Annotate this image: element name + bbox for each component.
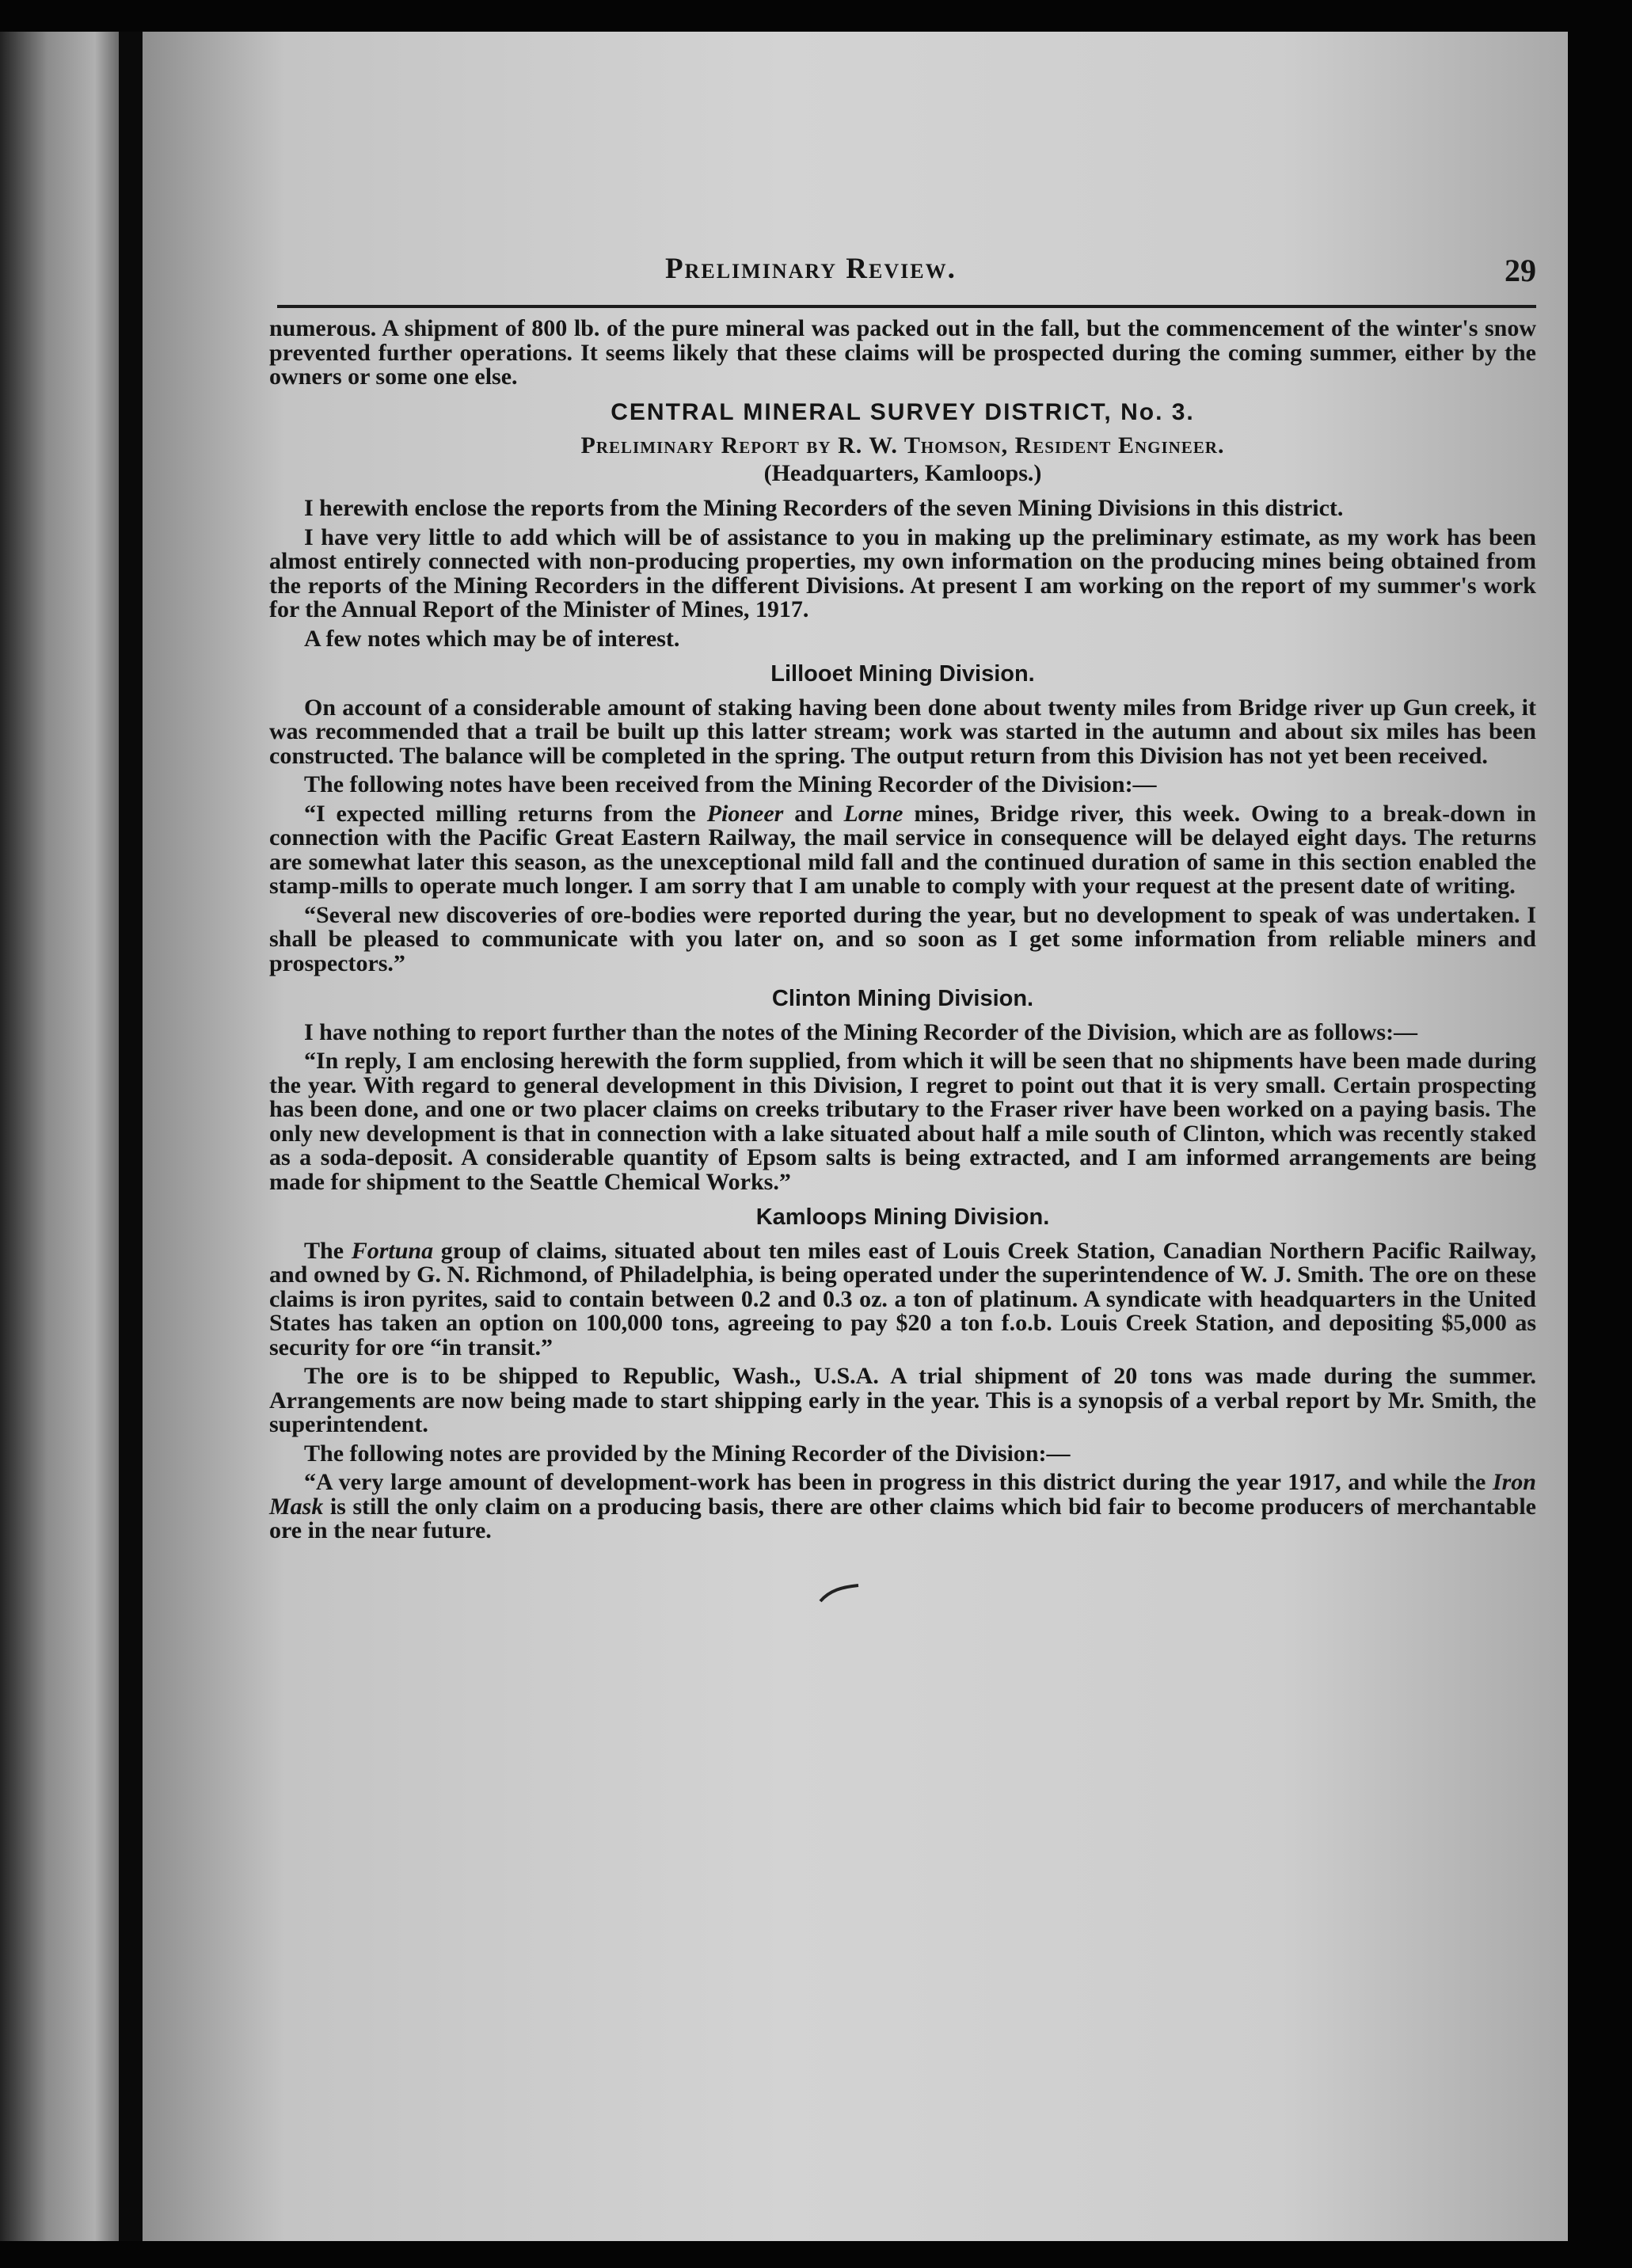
pen-mark: [816, 1582, 863, 1604]
headquarters-note: (Headquarters, Kamloops.): [763, 459, 1042, 486]
mine-name: Pioneer: [706, 800, 784, 827]
text-run: mines, Bridge river, this week. Owing to a break-down in connection with the Pacific Great Eastern Railway, the mail service in consequence will be delayed eight days. The returns are somewhat later this season, as the unexceptional mild fall and the continued duration of same in this section enabled the stamp-mills to operate much longer. I am sorry that I am unable to comply with your request at the present date of writing.: [269, 800, 1536, 899]
paragraph: A few notes which may be of interest.: [304, 625, 680, 652]
paragraph: The following notes are provided by the Mining Recorder of the Division:—: [304, 1440, 1071, 1467]
paragraph: The following notes have been received from the Mining Recorder of the Division:—: [304, 771, 1157, 797]
quoted-paragraph: [269, 1471, 1536, 1543]
claim-name: Iron Mask: [269, 1469, 1536, 1520]
text-run: group of claims, situated about ten miles east of Louis Creek Station, Canadian Northern Pacific Railway, and owned by G. N. Richmond, of Philadelphia, is being operated under the superintendence of W. J. Smith. The ore on these claims is iron pyrites, said to contain between 0.2 and 0.3 oz. a ton of platinum. A syndicate with headquarters in the United States has taken an option on 100,000 tons, agreeing to pay $20 a ton f.o.b. Louis Creek Station, and depositing $5,000 as security for ore “in transit.”: [269, 1237, 1537, 1360]
running-head: Preliminary Review.: [665, 253, 957, 285]
book-gutter: [119, 32, 143, 2241]
text-run: “I expected milling returns from the: [304, 800, 707, 827]
paragraph: On account of a considerable amount of staking having been done about twenty miles from Bridge river up Gun creek, it was recommended that a trail be built up this latter stream; work was started in the autumn and about six miles has been constructed. The balance will be completed in the spring. The output return from this Division has not yet been received.: [269, 694, 1536, 769]
section-heading: CENTRAL MINERAL SURVEY DISTRICT, No. 3.: [611, 398, 1195, 425]
paragraph: I have very little to add which will be of assistance to you in making up the preliminary estimate, as my work has been almost entirely connected with non-producing properties, my own information on the producing mines being obtained from the reports of the Mining Recorders in the different Divisions. At present I am working on the report of my summer's work for the Annual Report of the Minister of Mines, 1917.: [269, 523, 1536, 622]
paragraph: numerous. A shipment of 800 lb. of the pure mineral was packed out in the fall, but the commencement of the winter's snow prevented further operations. It seems likely that these claims will be prospected during the coming summer, either by the owners or some one else.: [269, 315, 1536, 390]
text-run: and: [783, 800, 844, 827]
subsection-heading: Clinton Mining Division.: [771, 986, 1034, 1011]
page-header: [665, 252, 1536, 299]
page-number: 29: [1505, 253, 1536, 288]
paragraph: The ore is to be shipped to Republic, Wash., U.S.A. A trial shipment of 20 tons was made during the summer. Arrangements are now being made to start shipping early in the year. This is a synopsis of a verbal report by Mr. Smith, the superintendent.: [269, 1363, 1536, 1437]
quoted-paragraph: [269, 802, 1536, 899]
text-run: The: [304, 1237, 352, 1264]
claim-name: Fortuna: [351, 1237, 434, 1264]
byline: Preliminary Report by R. W. Thomson, Resident Engineer.: [580, 432, 1225, 459]
text-run: “A very large amount of development-work has been in progress in this district during the year 1917, and while the: [304, 1469, 1493, 1495]
paragraph: [269, 1239, 1536, 1360]
paragraph: I herewith enclose the reports from the Mining Recorders of the seven Mining Divisions in this district.: [304, 495, 1344, 521]
document-page: [143, 32, 1568, 2241]
quoted-paragraph: “In reply, I am enclosing herewith the form supplied, from which it will be seen that no shipments have been made during the year. With regard to general development in this Division, I regret to point out that it is very small. Certain prospecting has been done, and one or two placer claims on creeks tributary to the Fraser river have been worked on a paying basis. The only new development is that in connection with a lake situated about half a mile south of Clinton, which was recently staked as a soda-deposit. A considerable quantity of Epsom salts is being extracted, and I am informed arrangements are being made for shipment to the Seattle Chemical Works.”: [269, 1048, 1536, 1195]
text-run: is still the only claim on a producing basis, there are other claims which bid fair to become producers of merchantable ore in the near future.: [269, 1493, 1536, 1543]
mine-name: Lorne: [843, 800, 903, 827]
subsection-heading: Kamloops Mining Division.: [755, 1204, 1050, 1230]
page-body: [269, 317, 1536, 1548]
subsection-heading: Lillooet Mining Division.: [770, 661, 1035, 687]
quoted-paragraph: “Several new discoveries of ore-bodies were reported during the year, but no development to speak of was undertaken. I shall be pleased to communicate with you later on, and so soon as I get some information from reliable miners and prospectors.”: [269, 901, 1536, 976]
paragraph: I have nothing to report further than the notes of the Mining Recorder of the Division, which are as follows:—: [304, 1018, 1418, 1045]
header-rule: [277, 305, 1536, 308]
facing-page-edge: [0, 32, 119, 2241]
